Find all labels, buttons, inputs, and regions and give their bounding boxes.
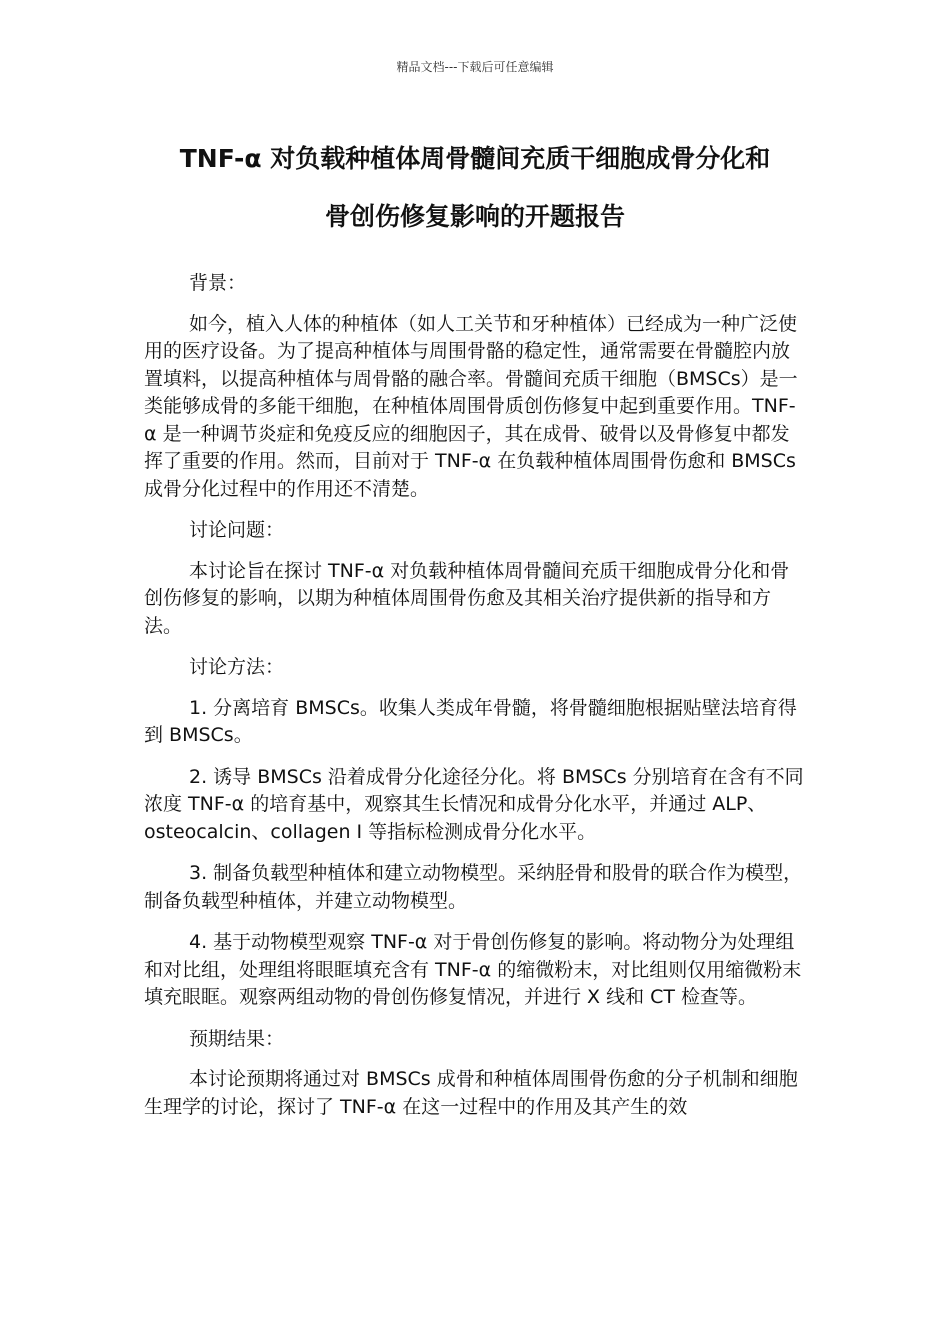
result-paragraph: 本讨论预期将通过对 BMSCs 成骨和种植体周围骨伤愈的分子机制和细胞生理学的讨论，探讨了 TNF-α 在这一过程中的作用及其产生的效 <box>144 1068 798 1118</box>
background-paragraph: 如今，植入人体的种植体（如人工关节和牙种植体）已经成为一种广泛使用的医疗设备。为了提高种植体与周围骨骼的稳定性，通常需要在骨髓腔内放置填料，以提高种植体与周骨骼的融合率。骨髓间充质干细胞（BMSCs）是一类能够成骨的多能干细胞，在种植体周围骨质创伤修复中起到重要作用。TNF-α 是一种调节炎症和免疫反应的细胞因子，其在成骨、破骨以及骨修复中都发挥了重要的作用。然而，目前对于 TNF-α 在负载种植体周围骨伤愈和 BMSCs 成骨分化过程中的作用还不清楚。 <box>144 312 798 500</box>
background-heading: 背景： <box>189 272 247 294</box>
question-heading: 讨论问题： <box>189 519 285 541</box>
header-note: 精品文档---下载后可任意编辑 <box>396 60 554 74</box>
document-body <box>144 270 804 1135</box>
method-heading: 讨论方法： <box>189 656 285 678</box>
result-heading: 预期结果： <box>189 1027 285 1050</box>
method-item-1: 1. 分离培育 BMSCs。收集人类成年骨髓，将骨髓细胞根据贴壁法培育得到 BMSCs。 <box>144 696 797 746</box>
question-paragraph: 本讨论旨在探讨 TNF-α 对负载种植体周骨髓间充质干细胞成骨分化和骨创伤修复的影响，以期为种植体周围骨伤愈及其相关治疗提供新的指导和方法。 <box>144 559 790 637</box>
title-line-2: 骨创伤修复影响的开题报告 <box>324 202 625 231</box>
method-item-4: 4. 基于动物模型观察 TNF-α 对于骨创伤修复的影响。将动物分为处理组和对比组，处理组将眼眶填充含有 TNF-α 的缩微粉末，对比组则仅用缩微粉末填充眼眶。观察两组动物的骨创伤修复情况，并进行 X 线和 CT 检查等。 <box>144 931 802 1008</box>
document-title <box>140 130 810 246</box>
title-line-1: TNF-α 对负载种植体周骨髓间充质干细胞成骨分化和 <box>179 144 771 173</box>
method-item-3: 3. 制备负载型种植体和建立动物模型。采纳胫骨和股骨的联合作为模型，制备负载型种植体，并建立动物模型。 <box>144 862 803 912</box>
method-item-2: 2. 诱导 BMSCs 沿着成骨分化途径分化。将 BMSCs 分别培育在含有不同浓度 TNF-α 的培育基中，观察其生长情况和成骨分化水平，并通过 ALP、osteocalcin、collagen I 等指标检测成骨分化水平。 <box>144 765 804 843</box>
